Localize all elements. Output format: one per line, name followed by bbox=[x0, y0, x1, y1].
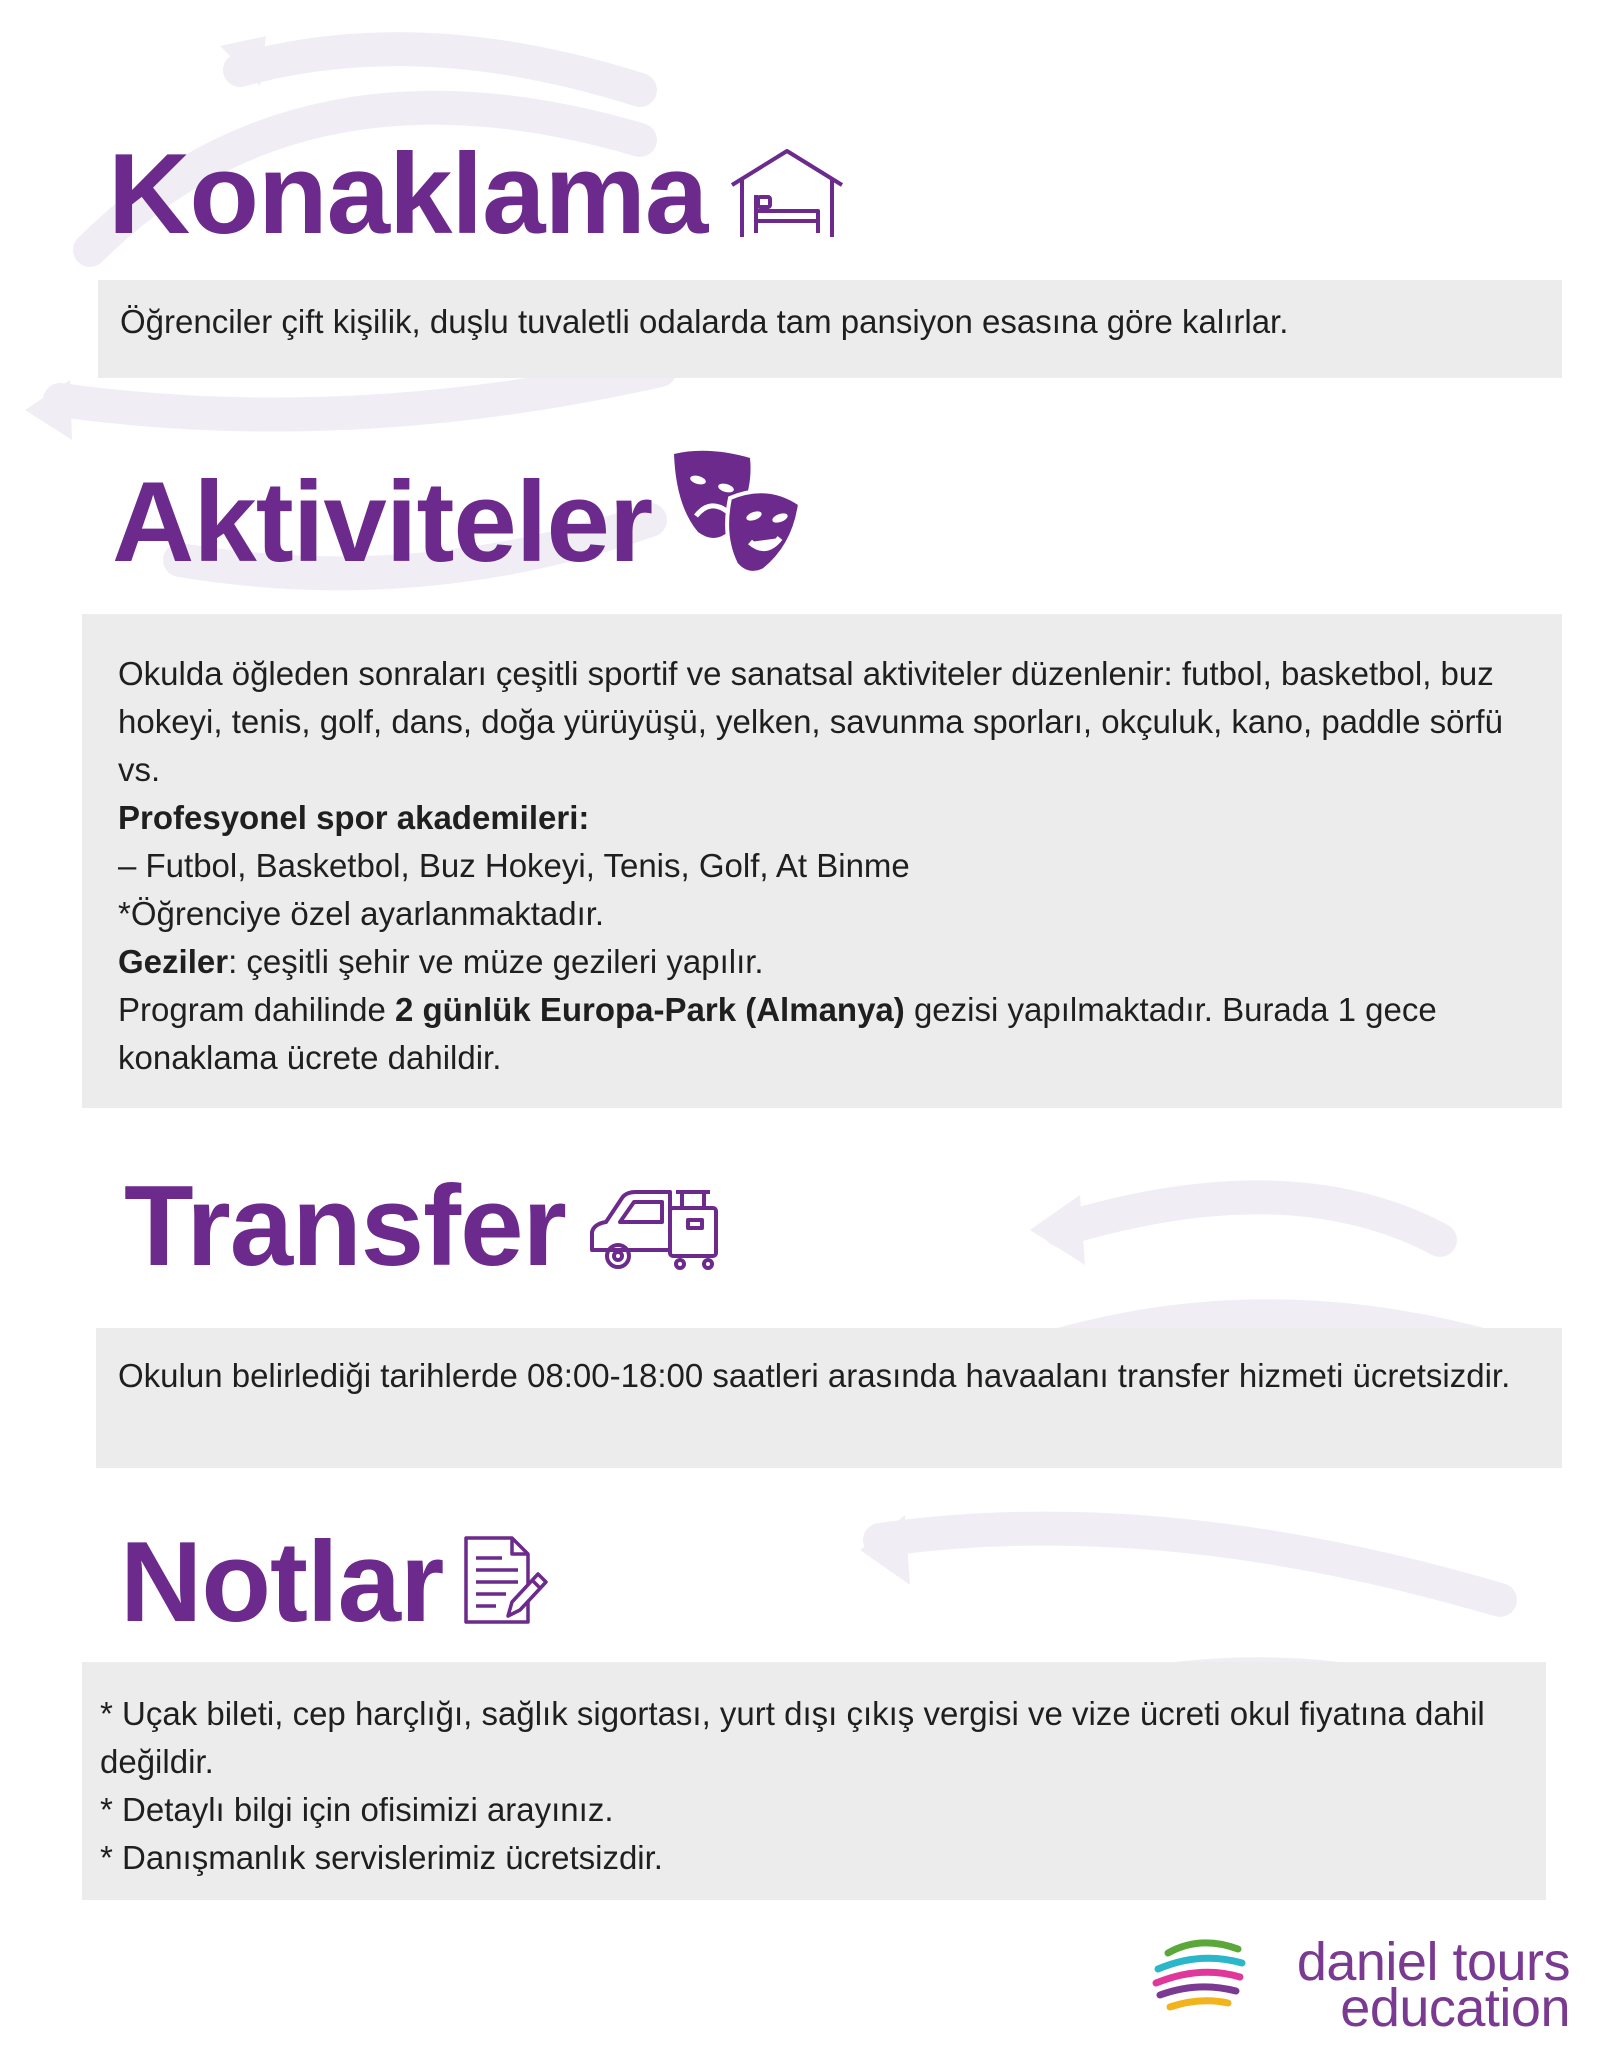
academies-list: – Futbol, Basketbol, Buz Hokeyi, Tenis, Golf, At Binme bbox=[118, 847, 910, 884]
program-suffix: gezisi yapılmaktadır. Burada 1 gece konaklama ücrete dahildir. bbox=[118, 991, 1437, 1076]
transfer-box bbox=[96, 1328, 1562, 1468]
theater-masks-icon bbox=[668, 446, 804, 581]
car-luggage-icon bbox=[584, 1180, 724, 1281]
konaklama-box bbox=[98, 280, 1562, 378]
trips-text: : çeşitli şehir ve müze gezileri yapılır. bbox=[228, 943, 764, 980]
program-line bbox=[118, 986, 1526, 1082]
daniel-tours-logo bbox=[1150, 1925, 1570, 2038]
document-pen-icon bbox=[462, 1534, 548, 1631]
academies-note: *Öğrenciye özel ayarlanmaktadır. bbox=[118, 895, 605, 932]
notlar-heading: Notlar bbox=[120, 1519, 444, 1646]
aktiviteler-heading: Aktiviteler bbox=[112, 459, 653, 586]
notlar-box bbox=[82, 1662, 1546, 1900]
trips-line bbox=[118, 938, 1526, 986]
notlar-line: * Detaylı bilgi için ofisimizi arayınız. bbox=[100, 1791, 614, 1828]
aktiviteler-intro: Okulda öğleden sonraları çeşitli sportif ve sanatsal aktiviteler düzenlenir: futbol, basketbol, buz hokeyi, tenis, golf, dans, doğa yürüyüşü, yelken, savunma sporları, okçuluk, kano, paddle sörfü vs. bbox=[118, 655, 1503, 788]
program-prefix: Program dahilinde bbox=[118, 991, 395, 1028]
aktiviteler-box bbox=[82, 614, 1562, 1108]
notlar-line: * Danışmanlık servislerimiz ücretsizdir. bbox=[100, 1839, 663, 1876]
logo-text-line2: education bbox=[1340, 1978, 1570, 2038]
transfer-heading: Transfer bbox=[124, 1163, 566, 1290]
transfer-text: Okulun belirlediği tarihlerde 08:00-18:00 saatleri arasında havaalanı transfer hizmeti ücretsizdir. bbox=[118, 1357, 1511, 1394]
notlar-line: * Uçak bileti, cep harçlığı, sağlık sigortası, yurt dışı çıkış vergisi ve vize ücreti okul fiyatına dahil değildir. bbox=[100, 1695, 1485, 1780]
konaklama-text: Öğrenciler çift kişilik, duşlu tuvaletli odalarda tam pansiyon esasına göre kalırlar. bbox=[120, 303, 1289, 340]
house-bed-icon bbox=[728, 145, 846, 246]
konaklama-heading: Konaklama bbox=[108, 131, 708, 258]
logo-text-line1: daniel tours bbox=[1296, 1932, 1570, 1992]
trips-label: Geziler bbox=[118, 943, 229, 980]
logo-swirl-icon bbox=[1150, 1931, 1250, 2021]
academies-label: Profesyonel spor akademileri: bbox=[118, 799, 590, 836]
program-bold: 2 günlük Europa-Park (Almanya) bbox=[395, 991, 905, 1028]
